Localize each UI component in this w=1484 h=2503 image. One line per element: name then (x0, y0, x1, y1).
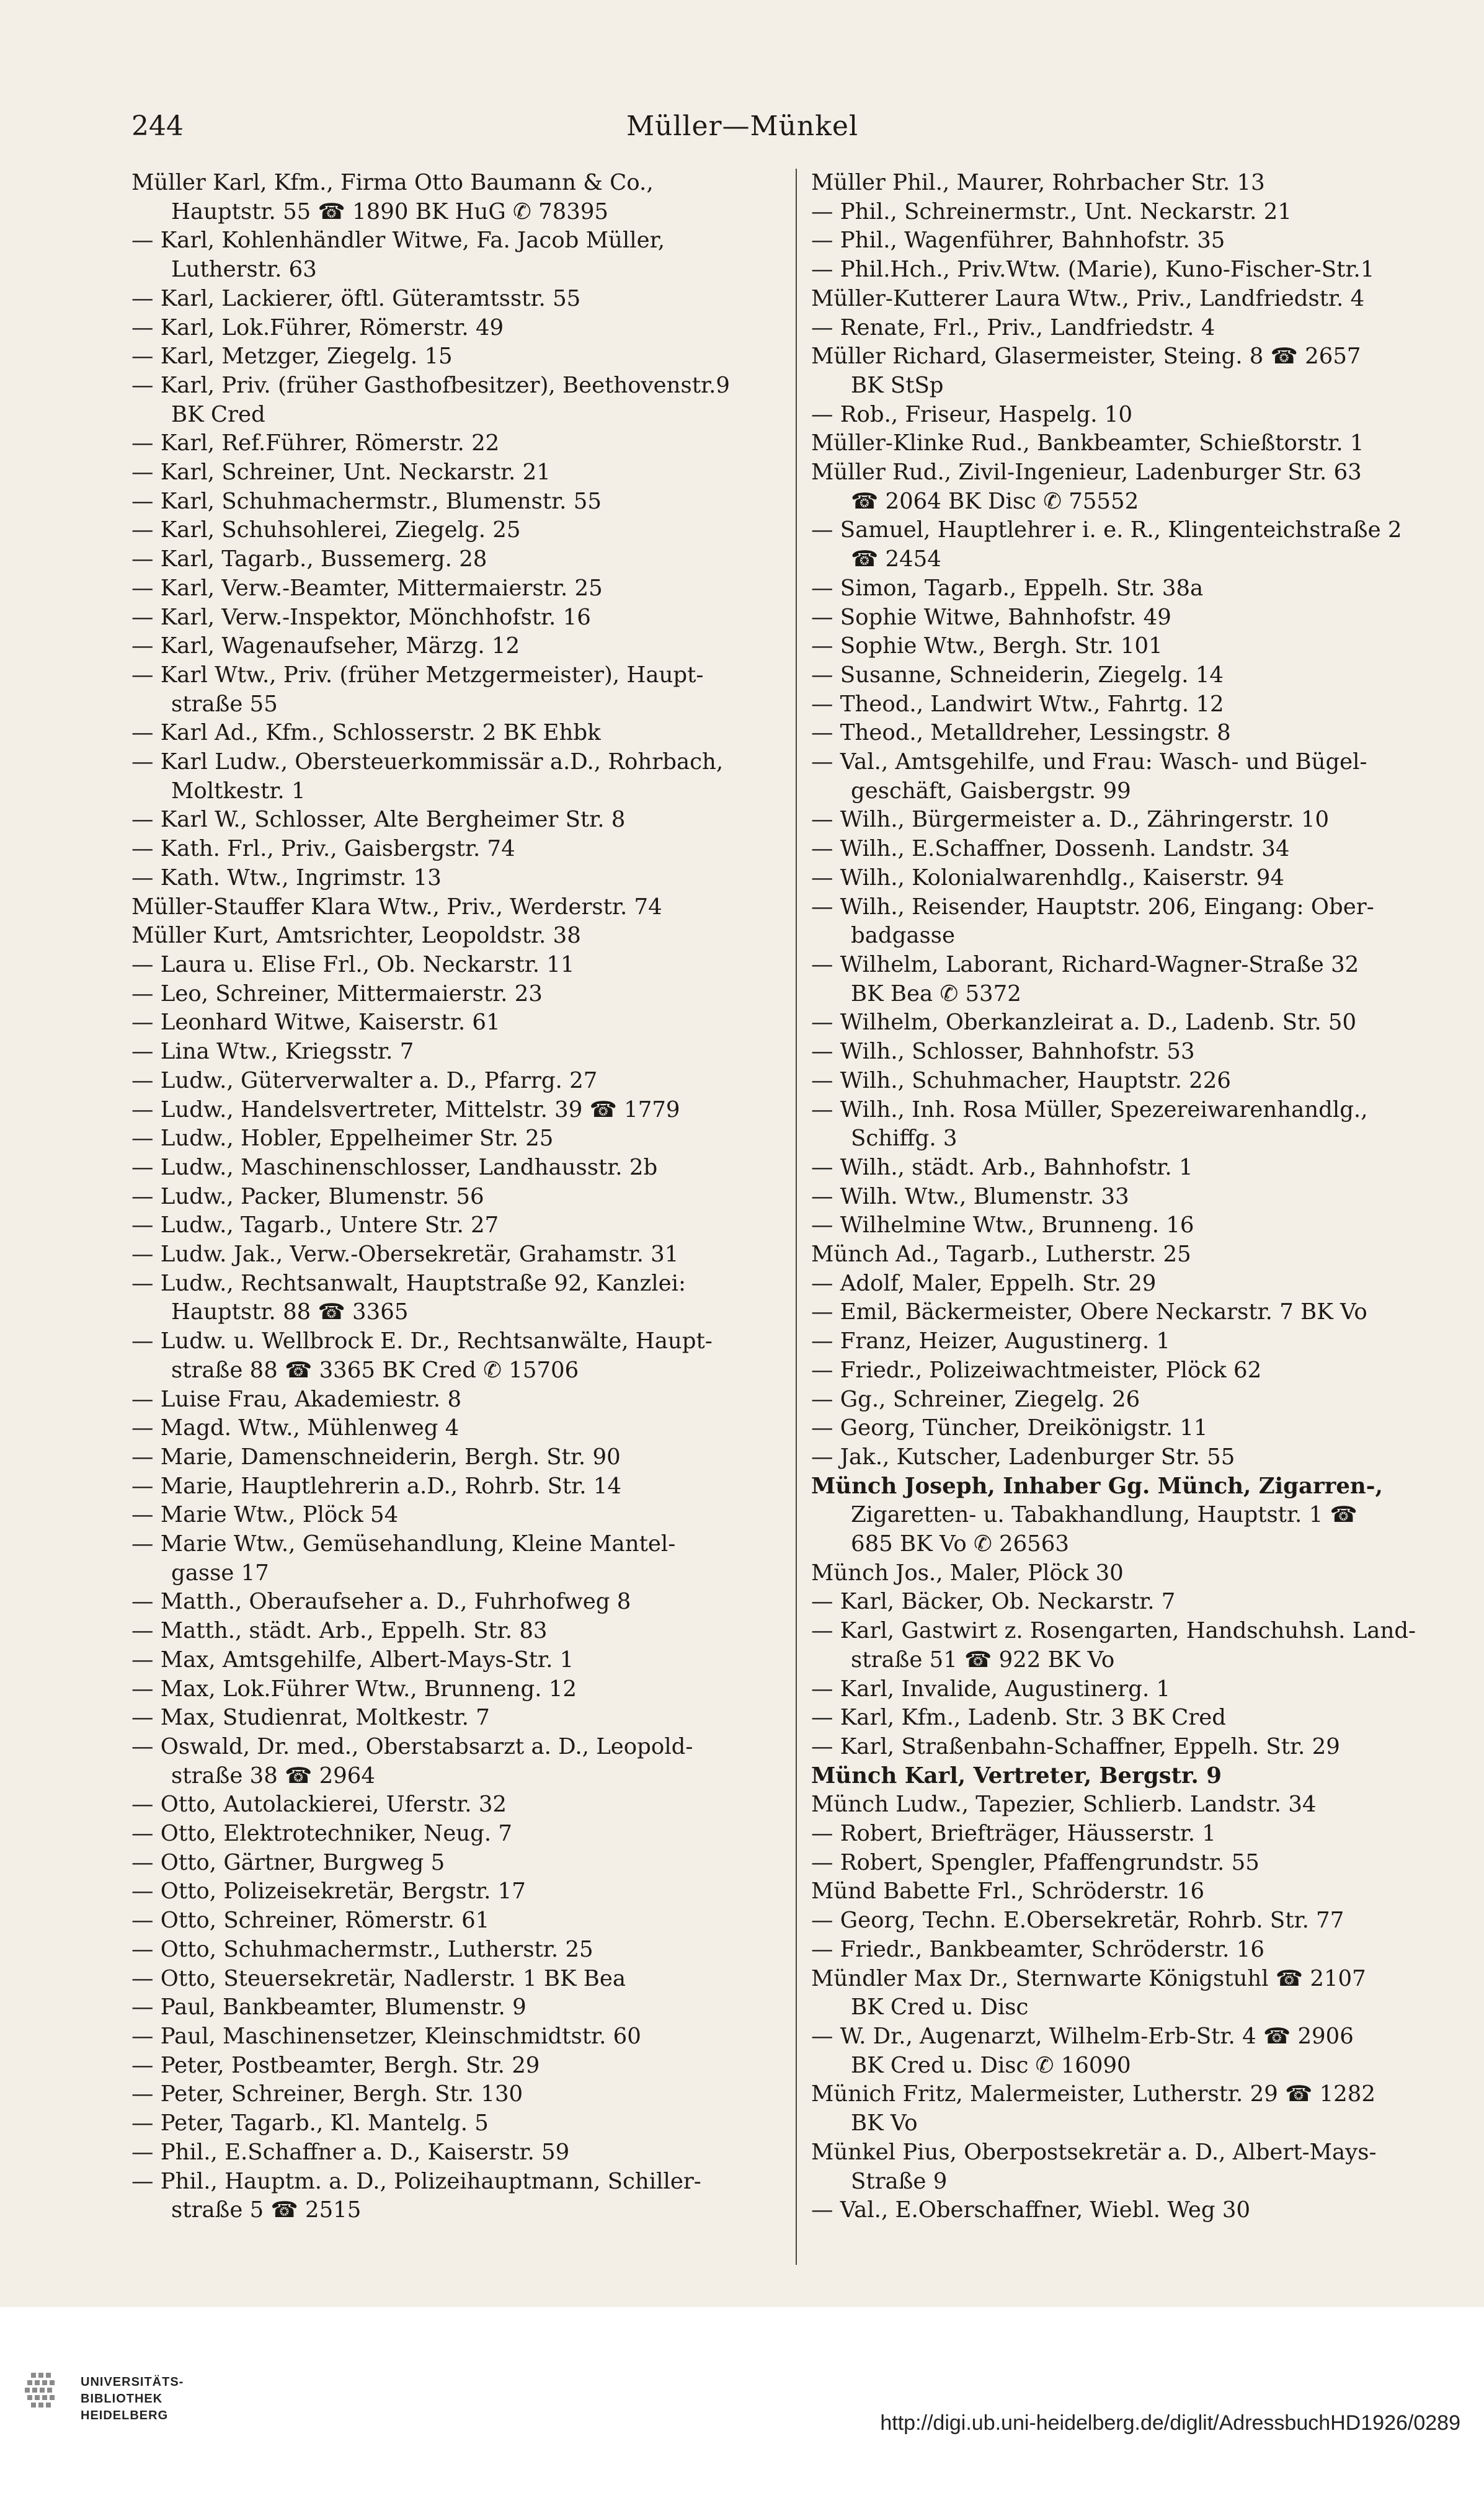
directory-entry-line: — Marie, Hauptlehrerin a.D., Rohrb. Str. 14 (131, 1473, 621, 1499)
directory-entry-line: — Peter, Tagarb., Kl. Mantelg. 5 (131, 2110, 489, 2136)
directory-entry-line: Münch Ludw., Tapezier, Schlierb. Landstr. 34 (811, 1792, 1317, 1818)
directory-entry-line: — Magd. Wtw., Mühlenweg 4 (131, 1415, 460, 1441)
directory-entry-line: — Otto, Schuhmachermstr., Lutherstr. 25 (131, 1936, 593, 1962)
directory-entry-line: — Max, Amtsgehilfe, Albert-Mays-Str. 1 (131, 1647, 574, 1673)
directory-entry-line: — Kath. Frl., Priv., Gaisbergstr. 74 (131, 836, 515, 862)
directory-entry-line: — Leonhard Witwe, Kaiserstr. 61 (131, 1010, 500, 1036)
directory-entry-line: Münch Jos., Maler, Plöck 30 (811, 1560, 1124, 1586)
directory-entry-line: — Paul, Bankbeamter, Blumenstr. 9 (131, 1994, 527, 2021)
directory-entry-line: BK Cred u. Disc ✆ 16090 (851, 2052, 1131, 2078)
directory-entry-line: — Karl, Metzger, Ziegelg. 15 (131, 344, 453, 370)
directory-entry-line: — Ludw. Jak., Verw.-Obersekretär, Grahamstr. 31 (131, 1242, 679, 1268)
directory-entry-line: — Karl, Lackierer, öftl. Güteramtsstr. 55 (131, 285, 581, 311)
directory-entry-line: — Luise Frau, Akademiestr. 8 (131, 1386, 462, 1412)
directory-entry-line: — Marie, Damenschneiderin, Bergh. Str. 90 (131, 1444, 621, 1470)
running-title: Müller—Münkel (626, 110, 859, 142)
directory-entry-line: — Marie Wtw., Plöck 54 (131, 1502, 399, 1528)
directory-entry-line: Müller Richard, Glasermeister, Steing. 8 ☎ 2657 (811, 344, 1361, 370)
directory-entry-line: — Karl, Gastwirt z. Rosengarten, Handschuhsh. Land- (811, 1618, 1416, 1644)
directory-entry-line: Müller Karl, Kfm., Firma Otto Baumann & Co., (131, 170, 654, 195)
directory-entry-line: — Karl Ludw., Obersteuerkommissär a.D., Rohrbach, (131, 749, 724, 775)
directory-entry-line: — Emil, Bäckermeister, Obere Neckarstr. 7 BK Vo (811, 1299, 1367, 1325)
directory-entry-line: — Peter, Postbeamter, Bergh. Str. 29 (131, 2052, 540, 2078)
directory-entry-line: Müller Phil., Maurer, Rohrbacher Str. 13 (811, 170, 1265, 195)
directory-entry-line: — Wilh. Wtw., Blumenstr. 33 (811, 1183, 1129, 1209)
logo-line: BIBLIOTHEK (81, 2392, 163, 2406)
directory-entry-line: BK Vo (851, 2110, 918, 2136)
directory-entry-line: — Phil.Hch., Priv.Wtw. (Marie), Kuno-Fischer-Str.1 (811, 257, 1375, 283)
directory-entry-line: — Phil., Schreinermstr., Unt. Neckarstr. 21 (811, 198, 1292, 225)
directory-entry-line: Hauptstr. 55 ☎ 1890 BK HuG ✆ 78395 (171, 198, 609, 225)
directory-entry-line: Moltkestr. 1 (171, 778, 306, 804)
directory-entry-line: — Oswald, Dr. med., Oberstabsarzt a. D., Leopold- (131, 1733, 693, 1759)
logo-line: UNIVERSITÄTS- (81, 2375, 184, 2389)
directory-entry-line: — Karl Ad., Kfm., Schlosserstr. 2 BK Ehbk (131, 720, 601, 746)
directory-entry-line: — Max, Studienrat, Moltkestr. 7 (131, 1705, 490, 1731)
directory-entry-line: — Georg, Tüncher, Dreikönigstr. 11 (811, 1415, 1208, 1441)
directory-entry-line: — Ludw., Maschinenschlosser, Landhausstr. 2b (131, 1154, 658, 1180)
directory-entry-line: — Karl, Kfm., Ladenb. Str. 3 BK Cred (811, 1705, 1227, 1731)
directory-entry-line: — Karl, Kohlenhändler Witwe, Fa. Jacob Müller, (131, 228, 665, 254)
directory-entry-line: — Ludw., Hobler, Eppelheimer Str. 25 (131, 1126, 554, 1152)
directory-entry-line: Müller-Klinke Rud., Bankbeamter, Schießtorstr. 1 (811, 430, 1364, 456)
directory-entry-line: — Renate, Frl., Priv., Landfriedstr. 4 (811, 314, 1215, 340)
directory-entry-line: — Kath. Wtw., Ingrimstr. 13 (131, 865, 442, 891)
directory-entry-line: — Karl Wtw., Priv. (früher Metzgermeister), Haupt- (131, 662, 704, 688)
directory-entry-line: — Friedr., Bankbeamter, Schröderstr. 16 (811, 1936, 1264, 1962)
directory-entry-line: — Robert, Briefträger, Häusserstr. 1 (811, 1821, 1216, 1847)
directory-entry-line: — Phil., E.Schaffner a. D., Kaiserstr. 59 (131, 2139, 570, 2165)
directory-entry-line: — Samuel, Hauptlehrer i. e. R., Klingenteichstraße 2 (811, 517, 1402, 543)
directory-entry-line: Schiffg. 3 (851, 1126, 957, 1152)
directory-entry-line: Zigaretten- u. Tabakhandlung, Hauptstr. 1 ☎ (851, 1502, 1357, 1528)
directory-entry-line: — Karl, Verw.-Inspektor, Mönchhofstr. 16 (131, 604, 591, 630)
directory-entry-line: — Otto, Polizeisekretär, Bergstr. 17 (131, 1878, 526, 1905)
directory-entry-line: — Karl W., Schlosser, Alte Bergheimer Str. 8 (131, 807, 626, 833)
directory-entry-line: — Karl, Schreiner, Unt. Neckarstr. 21 (131, 460, 551, 486)
directory-entry-line: Müller Kurt, Amtsrichter, Leopoldstr. 38 (131, 923, 581, 949)
directory-entry-line: — Susanne, Schneiderin, Ziegelg. 14 (811, 662, 1224, 688)
directory-entry-line: Straße 9 (851, 2168, 948, 2194)
directory-entry-line: — Sophie Wtw., Bergh. Str. 101 (811, 633, 1163, 659)
directory-entry-line: — Laura u. Elise Frl., Ob. Neckarstr. 11 (131, 951, 575, 977)
directory-entry-line: — Adolf, Maler, Eppelh. Str. 29 (811, 1270, 1157, 1296)
directory-entry-line: — Karl, Wagenaufseher, Märzg. 12 (131, 633, 520, 659)
directory-entry-line: — Karl, Bäcker, Ob. Neckarstr. 7 (811, 1589, 1176, 1615)
directory-entry-line: — Ludw., Tagarb., Untere Str. 27 (131, 1212, 499, 1238)
directory-entry-line: straße 55 (171, 691, 278, 717)
directory-entry-line: ☎ 2454 (851, 546, 941, 572)
directory-entry-line: — Phil., Hauptm. a. D., Polizeihauptmann, Schiller- (131, 2168, 701, 2194)
directory-entry-line: 685 BK Vo ✆ 26563 (851, 1531, 1069, 1557)
source-url-link[interactable]: http://digi.ub.uni-heidelberg.de/diglit/AdressbuchHD1926/0289 (880, 2411, 1460, 2435)
directory-entry-line: — Sophie Witwe, Bahnhofstr. 49 (811, 604, 1171, 630)
page-number: 244 (131, 110, 184, 142)
directory-entry-line: geschäft, Gaisbergstr. 99 (851, 778, 1131, 804)
directory-entry-line: — Karl, Ref.Führer, Römerstr. 22 (131, 430, 500, 456)
directory-entry-line: — Wilh., Bürgermeister a. D., Zähringerstr. 10 (811, 807, 1330, 833)
directory-entry-line: — Franz, Heizer, Augustinerg. 1 (811, 1328, 1171, 1354)
directory-entry-line: — Otto, Autolackierei, Uferstr. 32 (131, 1792, 507, 1818)
directory-entry-line: Münkel Pius, Oberpostsekretär a. D., Albert-Mays- (811, 2139, 1377, 2165)
directory-entry-line: — Simon, Tagarb., Eppelh. Str. 38a (811, 575, 1204, 601)
directory-entry-line: Müller-Kutterer Laura Wtw., Priv., Landfriedstr. 4 (811, 285, 1365, 311)
directory-entry-line: — Wilhelm, Oberkanzleirat a. D., Ladenb. Str. 50 (811, 1010, 1357, 1036)
directory-entry-line: — Karl, Invalide, Augustinerg. 1 (811, 1676, 1171, 1702)
directory-entry-line: — Karl, Schuhmachermstr., Blumenstr. 55 (131, 488, 602, 514)
directory-entry-line: BK Cred (171, 401, 265, 427)
directory-entry-line: gasse 17 (171, 1560, 269, 1586)
right-column (811, 169, 1456, 2277)
directory-entry-line: straße 88 ☎ 3365 BK Cred ✆ 15706 (171, 1357, 579, 1383)
directory-entry-line: — Matth., Oberaufseher a. D., Fuhrhofweg 8 (131, 1589, 631, 1615)
directory-entry-line: Münch Joseph, Inhaber Gg. Münch, Zigarren-, (811, 1473, 1383, 1499)
directory-entry-line: badgasse (851, 923, 955, 949)
directory-entry-line: — Wilh., Kolonialwarenhdlg., Kaiserstr. 94 (811, 865, 1284, 891)
directory-entry-line: — Gg., Schreiner, Ziegelg. 26 (811, 1386, 1140, 1412)
directory-entry-line: Lutherstr. 63 (171, 257, 317, 283)
directory-entry-line: — Karl, Verw.-Beamter, Mittermaierstr. 25 (131, 575, 603, 601)
directory-entry-line: straße 51 ☎ 922 BK Vo (851, 1647, 1115, 1673)
left-column (131, 169, 770, 2277)
directory-entry-line: — Wilhelmine Wtw., Brunneng. 16 (811, 1212, 1194, 1238)
directory-entry-line: — Wilh., Inh. Rosa Müller, Spezereiwarenhandlg., (811, 1096, 1368, 1123)
directory-entry-line: — Karl, Tagarb., Bussemerg. 28 (131, 546, 487, 572)
directory-entry-line: — Max, Lok.Führer Wtw., Brunneng. 12 (131, 1676, 577, 1702)
directory-entry-line: — Karl, Schuhsohlerei, Ziegelg. 25 (131, 517, 521, 543)
directory-entry-line: Münd Babette Frl., Schröderstr. 16 (811, 1878, 1205, 1905)
directory-entry-line: — Marie Wtw., Gemüsehandlung, Kleine Mantel- (131, 1531, 676, 1557)
directory-entry-line: Münch Ad., Tagarb., Lutherstr. 25 (811, 1242, 1191, 1268)
logo-line: HEIDELBERG (81, 2409, 169, 2422)
directory-entry-line: — Wilh., Reisender, Hauptstr. 206, Eingang: Ober- (811, 894, 1374, 920)
directory-entry-line: — Ludw., Handelsvertreter, Mittelstr. 39 ☎ 1779 (131, 1096, 680, 1123)
directory-entry-line: Müller-Stauffer Klara Wtw., Priv., Werderstr. 74 (131, 894, 662, 920)
directory-entry-line: — Lina Wtw., Kriegsstr. 7 (131, 1039, 414, 1065)
directory-entry-line: — Leo, Schreiner, Mittermaierstr. 23 (131, 980, 543, 1007)
directory-entry-line: straße 38 ☎ 2964 (171, 1763, 375, 1789)
directory-entry-line: — Ludw., Güterverwalter a. D., Pfarrg. 27 (131, 1067, 598, 1093)
directory-entry-line: — Theod., Metalldreher, Lessingstr. 8 (811, 720, 1231, 746)
library-logo (25, 2369, 211, 2443)
directory-entry-line: — Wilhelm, Laborant, Richard-Wagner-Straße 32 (811, 951, 1359, 977)
directory-entry-line: BK StSp (851, 372, 944, 398)
directory-entry-line: — Wilh., Schuhmacher, Hauptstr. 226 (811, 1067, 1231, 1093)
directory-entry-line: — Peter, Schreiner, Bergh. Str. 130 (131, 2081, 523, 2107)
directory-entry-line: — Phil., Wagenführer, Bahnhofstr. 35 (811, 228, 1225, 254)
directory-entry-line: — Georg, Techn. E.Obersekretär, Rohrb. Str. 77 (811, 1908, 1344, 1934)
directory-entry-line: Hauptstr. 88 ☎ 3365 (171, 1299, 409, 1325)
directory-entry-line: BK Cred u. Disc (851, 1994, 1029, 2021)
directory-entry-line: — Ludw., Packer, Blumenstr. 56 (131, 1183, 484, 1209)
directory-entry-line: — Karl, Priv. (früher Gasthofbesitzer), Beethovenstr.9 (131, 372, 730, 398)
library-seal-icon (25, 2369, 74, 2425)
directory-entry-line: Mündler Max Dr., Sternwarte Königstuhl ☎ 2107 (811, 1965, 1366, 1991)
column-divider (796, 169, 797, 2265)
directory-entry-line: — Friedr., Polizeiwachtmeister, Plöck 62 (811, 1357, 1262, 1383)
directory-entry-line: Müller Rud., Zivil-Ingenieur, Ladenburger Str. 63 (811, 460, 1362, 486)
directory-entry-line: — Otto, Steuersekretär, Nadlerstr. 1 BK Bea (131, 1965, 626, 1991)
directory-entry-line: — Otto, Elektrotechniker, Neug. 7 (131, 1821, 512, 1847)
directory-entry-line: — Ludw. u. Wellbrock E. Dr., Rechtsanwälte, Haupt- (131, 1328, 713, 1354)
directory-entry-line: — Theod., Landwirt Wtw., Fahrtg. 12 (811, 691, 1224, 717)
directory-entry-line: — Wilh., Schlosser, Bahnhofstr. 53 (811, 1039, 1195, 1065)
logo-text (81, 2374, 184, 2424)
directory-entry-line: BK Bea ✆ 5372 (851, 980, 1021, 1007)
directory-entry-line: — Karl, Lok.Führer, Römerstr. 49 (131, 314, 504, 340)
directory-entry-line: — Wilh., städt. Arb., Bahnhofstr. 1 (811, 1154, 1193, 1180)
directory-entry-line: — Robert, Spengler, Pfaffengrundstr. 55 (811, 1849, 1260, 1875)
directory-entry-line: — Otto, Gärtner, Burgweg 5 (131, 1849, 445, 1875)
page-header (131, 110, 1353, 148)
directory-entry-line: ☎ 2064 BK Disc ✆ 75552 (851, 488, 1139, 514)
directory-entry-line: — Jak., Kutscher, Ladenburger Str. 55 (811, 1444, 1235, 1470)
directory-entry-line: Münich Fritz, Malermeister, Lutherstr. 29 ☎ 1282 (811, 2081, 1375, 2107)
directory-entry-line: — W. Dr., Augenarzt, Wilhelm-Erb-Str. 4 ☎ 2906 (811, 2024, 1354, 2049)
directory-entry-line: — Matth., städt. Arb., Eppelh. Str. 83 (131, 1618, 548, 1644)
directory-entry-line: — Otto, Schreiner, Römerstr. 61 (131, 1908, 490, 1934)
footer-bar (0, 2307, 1484, 2503)
directory-entry-line: — Val., Amtsgehilfe, und Frau: Wasch- und Bügel- (811, 749, 1367, 775)
directory-entry-line: — Val., E.Oberschaffner, Wiebl. Weg 30 (811, 2197, 1251, 2223)
directory-entry-line: — Ludw., Rechtsanwalt, Hauptstraße 92, Kanzlei: (131, 1270, 686, 1296)
directory-entry-line: Münch Karl, Vertreter, Bergstr. 9 (811, 1763, 1222, 1789)
directory-entry-line: — Paul, Maschinensetzer, Kleinschmidtstr. 60 (131, 2024, 641, 2049)
directory-entry-line: — Wilh., E.Schaffner, Dossenh. Landstr. 34 (811, 836, 1290, 862)
directory-entry-line: — Karl, Straßenbahn-Schaffner, Eppelh. Str. 29 (811, 1733, 1340, 1759)
directory-entry-line: — Rob., Friseur, Haspelg. 10 (811, 401, 1133, 427)
directory-entry-line: straße 5 ☎ 2515 (171, 2197, 362, 2223)
